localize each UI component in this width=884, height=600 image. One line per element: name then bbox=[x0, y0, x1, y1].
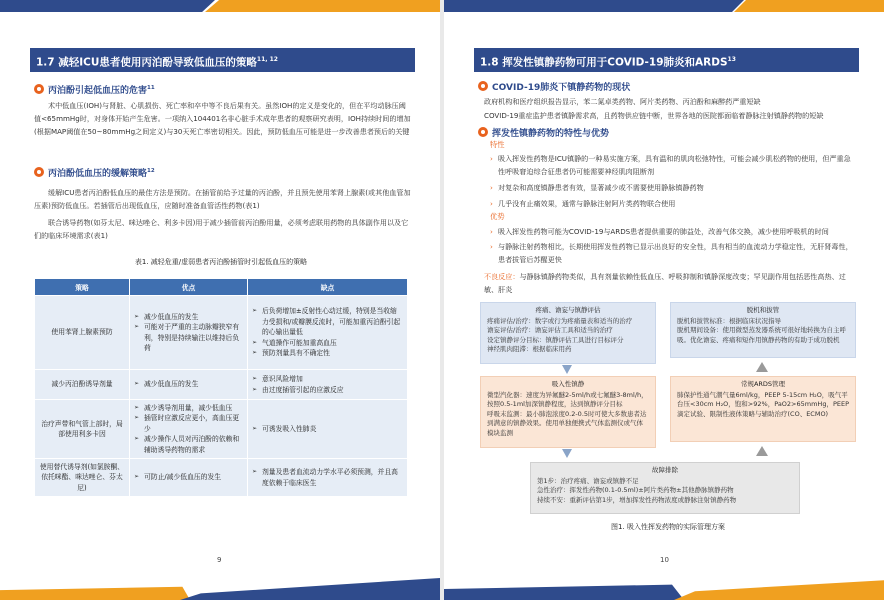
table-cell-strategy: 减少丙泊酚诱导剂量 bbox=[35, 370, 130, 400]
list-item: ➢ 减少操作人员对丙泊酚的依赖和辅助诱导药物的需求 bbox=[134, 434, 243, 455]
bottom-stripe-blue bbox=[180, 578, 440, 600]
bottom-stripe-orange bbox=[674, 578, 884, 600]
table-row bbox=[35, 296, 408, 370]
table-cell-cons bbox=[248, 459, 408, 497]
bullet-dot-icon bbox=[34, 84, 44, 94]
arrow-down-icon bbox=[562, 365, 572, 374]
table-header: 策略 bbox=[35, 279, 130, 296]
arrow-up-icon bbox=[756, 446, 768, 456]
label-feature: 特性 bbox=[490, 140, 505, 149]
box-assessment bbox=[480, 302, 656, 364]
paragraph-harm: 术中低血压(IOH)与肾脏、心肌损伤、死亡率和卒中等不良后果有关。虽然IOH的定义是变化的，但在平均动脉压阈值<65mmHg时，对身体开始产生危害。一项纳入104401名非心脏手术成年患者的观察研究表明，IOH持续时间的增加(根据MAP阈值在50~80mmHg之间定义)与30天死亡率密切相关。因此，预防低血压可能是进一步改善患者预后的关键 bbox=[34, 101, 411, 137]
table-cell-cons bbox=[248, 296, 408, 370]
list-item: ➢ 意识风险增加 bbox=[252, 374, 403, 384]
list-item: ➢ 减少低血压的发生 bbox=[134, 312, 243, 322]
table-cell-cons bbox=[248, 400, 408, 459]
paragraph-strategy: 缓解ICU患者丙泊酚低血压的最佳方法是预防。在插管前给予过量的丙泊酚，并且预先使用苯肾上腺素(或其他血管加压素)预防低血压。若插管后出现低血压，应随时准备血管活性药物(表1) bbox=[34, 188, 411, 211]
paragraph-adverse bbox=[484, 270, 856, 296]
section-title: 1.8 挥发性镇静药物可用于COVID-19肺炎和ARDS$^{13}$ bbox=[474, 48, 859, 72]
table-cell-pros bbox=[130, 296, 248, 370]
table-row bbox=[35, 400, 408, 459]
table-cell-strategy: 使用替代诱导剂(如氯胺酮、依托咪酯、咪达唑仑、芬太尼) bbox=[35, 459, 130, 497]
table-row bbox=[35, 370, 408, 400]
list-item: ➢ 预防剂量具有不确定性 bbox=[252, 348, 403, 358]
feature-item: › 吸入挥发性药物是ICU镇静的一种易实施方案，具有温和的肌肉松弛特性，可能会减少肌松药物的使用，但严重急性呼吸窘迫综合征患者仍可能需要神经肌肉阻断剂 bbox=[490, 152, 856, 178]
box-line: 呼吸末监测：最小肺泡浓度0.2-0.5时可使大多数患者达到满意的镇静效果。使用单独便携式气体监测仪或气体模块监测 bbox=[487, 409, 647, 437]
list-item: ➢ 后负荷增加±反射性心动过缓，特别是当收缩力受损和/或瓣膜反流时，可能加重丙泊酚引起的心输出量低 bbox=[252, 306, 403, 337]
subheading-properties: 挥发性镇静药物的特性与优势 bbox=[478, 126, 609, 139]
feature-item: › 对复杂和高度镇静患者有效，显著减少或不需要使用静脉镇静药物 bbox=[490, 181, 856, 194]
list-item: ➢ 减少低血压的发生 bbox=[134, 379, 243, 389]
list-item: ➢ 剂量及患者血流动力学水平必须预测，并且高度依赖于临床医生 bbox=[252, 467, 403, 488]
box-ards-management bbox=[670, 376, 856, 442]
list-item: ➢ 可能对于严重的主动脉瓣狭窄有利，特别是持续输注以维持后负荷 bbox=[134, 322, 243, 353]
figure-caption: 图1. 吸入性挥发药物的实际管理方案 bbox=[611, 523, 725, 531]
bottom-stripe-blue bbox=[444, 578, 684, 600]
top-stripe-blue bbox=[0, 0, 215, 12]
right-page bbox=[444, 0, 884, 600]
box-title: 脱机和拔管 bbox=[746, 306, 780, 314]
table-cell-pros bbox=[130, 370, 248, 400]
top-stripe-blue bbox=[444, 0, 744, 12]
box-weaning bbox=[670, 302, 856, 358]
box-line: 神经肌肉阻滞：根据临床用药 bbox=[487, 345, 572, 354]
label-adverse: 不良反应： bbox=[484, 272, 520, 281]
list-item: ➢ 减少诱导剂用量，减少低血压 bbox=[134, 403, 243, 413]
list-item: ➢ 由过度插管引起的应激反应 bbox=[252, 385, 403, 395]
bottom-stripe-orange bbox=[0, 578, 190, 600]
page-number: 10 bbox=[660, 556, 669, 564]
box-title: 疼痛、谵妄与镇静评估 bbox=[535, 306, 601, 314]
bullet-dot-icon bbox=[478, 81, 488, 91]
label-advantage: 优势 bbox=[490, 212, 505, 221]
section-title: 1.7 减轻ICU患者使用丙泊酚导致低血压的策略$^{11, 12}$ bbox=[30, 48, 415, 72]
list-item: ➢ 可防止/减少低血压的发生 bbox=[134, 472, 243, 482]
subheading-status: COVID-19肺炎下镇静药物的现状 bbox=[478, 80, 630, 93]
table-cell-strategy: 治疗声带和气管上部时，局部使用利多卡因 bbox=[35, 400, 130, 459]
subheading-harm: 丙泊酚引起低血压的危害$^{11}$ bbox=[34, 83, 155, 96]
box-title: 常规ARDS管理 bbox=[740, 380, 786, 388]
box-line: 脱机和拔管标准：根据临床状况指导 bbox=[677, 316, 781, 325]
box-line: 微型汽化器：速度为异氟醚2-5ml/h或七氟醚3-8ml/h，按照0.5-1ml加深镇静程度，达到镇静评分目标 bbox=[487, 390, 648, 409]
box-line: 谵妄评估/治疗：谵妄评估工具和适当的治疗 bbox=[487, 326, 613, 335]
list-item: ➢ 可诱发吸入性肺炎 bbox=[252, 424, 403, 434]
subheading-strategy: 丙泊酚低血压的缓解策略$^{12}$ bbox=[34, 166, 155, 179]
table-row bbox=[35, 459, 408, 497]
top-stripe-orange bbox=[205, 0, 440, 12]
strategy-table bbox=[34, 278, 408, 497]
list-item: ➢ 气道操作可能加重高血压 bbox=[252, 338, 403, 348]
bullet-dot-icon bbox=[34, 167, 44, 177]
box-troubleshooting bbox=[530, 462, 800, 514]
box-line: 持续不安：重新评估第1步，增加挥发性药物浓度或静脉注射镇静药物 bbox=[537, 495, 737, 504]
table-cell-pros bbox=[130, 459, 248, 497]
box-line: 疼痛评估/治疗：数字或行为疼痛量表和适当的治疗 bbox=[487, 316, 633, 325]
table-caption: 表1. 减轻危重/虚弱患者丙泊酚插管时引起低血压的策略 bbox=[134, 258, 308, 266]
arrow-down-icon bbox=[562, 449, 572, 458]
feature-item: › 几乎没有止痛效果，通常与静脉注射阿片类药物联合使用 bbox=[490, 197, 856, 210]
table-header-row bbox=[35, 279, 408, 296]
box-line: 肺保护性通气潮气量6ml/kg，PEEP 5-15cm H₂O，吸气平台压<30cm H₂O，饱和>92%，PaO2>65mmHg，PEEP滴定试验、限制性液体策略与辅助治疗(CO、ECMO) bbox=[677, 390, 850, 418]
paragraph-shortage: 政府机构和医疗组织报告显示，苯二氮卓类药物、阿片类药物、丙泊酚和麻醉药严重短缺 bbox=[484, 97, 761, 106]
box-title: 吸入性镇静 bbox=[551, 380, 585, 388]
list-item: ➢ 插管时应激反应更小，高血压更少 bbox=[134, 413, 243, 434]
page-number: 9 bbox=[217, 556, 222, 564]
box-title: 故障排除 bbox=[652, 466, 678, 474]
box-inhaled-sedation bbox=[480, 376, 656, 448]
adverse-text: 与静脉镇静药物类似，具有剂量依赖性低血压、呼吸抑制和镇静深度改变；罕见副作用包括恶性高热、过敏、肝炎 bbox=[484, 272, 846, 295]
box-line: 脱机期间设备：使用微型蒸发器系统可很好地转换为自主呼吸。优化谵妄、疼痛和短作用镇静药物的有助于成功脱机 bbox=[677, 326, 846, 344]
advantage-item: › 与静脉注射药物相比，长期使用挥发性药物已显示出良好的安全性，具有相当的血流动力学稳定性，无肝肾毒性，患者拔管后苏醒更快 bbox=[490, 240, 856, 266]
arrow-up-icon bbox=[756, 362, 768, 372]
table-header: 缺点 bbox=[248, 279, 408, 296]
box-line: 第1步：治疗疼痛、谵妄或镇静不足 bbox=[537, 476, 639, 485]
table-header: 优点 bbox=[130, 279, 248, 296]
paragraph-demand: COVID-19重症监护患者镇静需求高，且药物供应链中断，世界各地的医院都面临着静脉注射镇静药物的短缺 bbox=[484, 111, 824, 120]
box-line: 急性治疗：挥发性药物(0.1-0.5ml)±阿片类药物±其他静脉镇静药物 bbox=[537, 486, 734, 495]
top-stripe-orange bbox=[734, 0, 884, 12]
left-page bbox=[0, 0, 440, 600]
table-cell-cons bbox=[248, 370, 408, 400]
table-cell-strategy: 使用苯肾上腺素预防 bbox=[35, 296, 130, 370]
advantage-item: › 吸入挥发性药物可能为COVID-19与ARDS患者提供重要的肺益处，改善气体交换，减少使用呼吸机的时间 bbox=[490, 225, 856, 238]
paragraph-induction: 联合诱导药物(如芬太尼、咪达唑仑、利多卡因)用于减少插管前丙泊酚用量，必须考虑联用药物的具体副作用以及它们的临床环境需求(表1) bbox=[34, 218, 409, 241]
box-line: 设定镇静评分目标：镇静评估工具进行目标评分 bbox=[487, 335, 624, 344]
table-cell-pros bbox=[130, 400, 248, 459]
bullet-dot-icon bbox=[478, 127, 488, 137]
